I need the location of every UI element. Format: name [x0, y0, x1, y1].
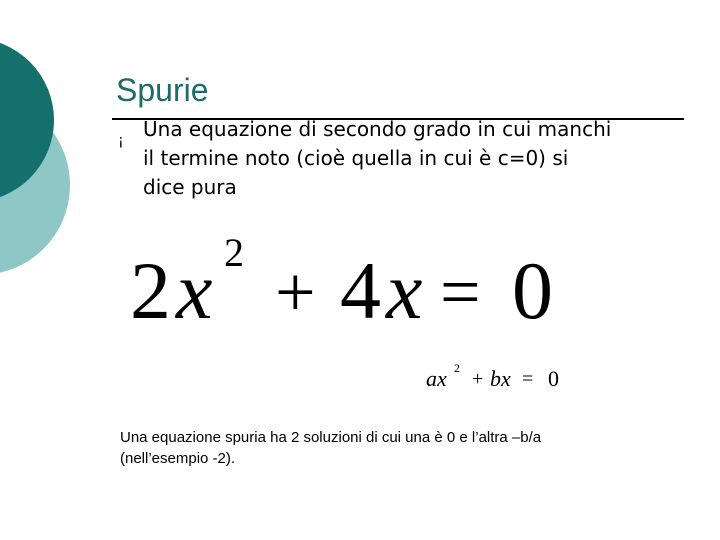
general-plus: +	[472, 368, 484, 390]
eq-var: x	[176, 245, 213, 332]
main-equation	[130, 222, 570, 332]
eq-var2: x	[386, 245, 423, 332]
eq-equals: =	[440, 252, 481, 332]
eq-plus: +	[275, 252, 316, 332]
general-bx: bx	[490, 366, 511, 391]
general-exponent: 2	[454, 361, 460, 375]
decorative-circles	[0, 0, 100, 300]
general-equals: =	[522, 368, 534, 390]
general-rhs: 0	[548, 366, 559, 391]
bullet-marker: ¡	[118, 133, 124, 149]
eq-exponent: 2	[224, 230, 244, 275]
general-equation	[420, 356, 570, 392]
bullet-text: Una equazione di secondo grado in cui manchi il termine noto (cioè quella in cui è c=0) si dice pura	[143, 117, 612, 199]
note-text: Una equazione spuria ha 2 soluzioni di cui una è 0 e l’altra –b/a (nell’esempio -2).	[120, 429, 542, 467]
slide-title: Spurie	[116, 72, 209, 108]
general-ax: ax	[426, 366, 447, 391]
eq-coef: 2	[130, 245, 171, 332]
eq-rhs: 0	[512, 245, 553, 332]
eq-coef2: 4	[340, 245, 381, 332]
